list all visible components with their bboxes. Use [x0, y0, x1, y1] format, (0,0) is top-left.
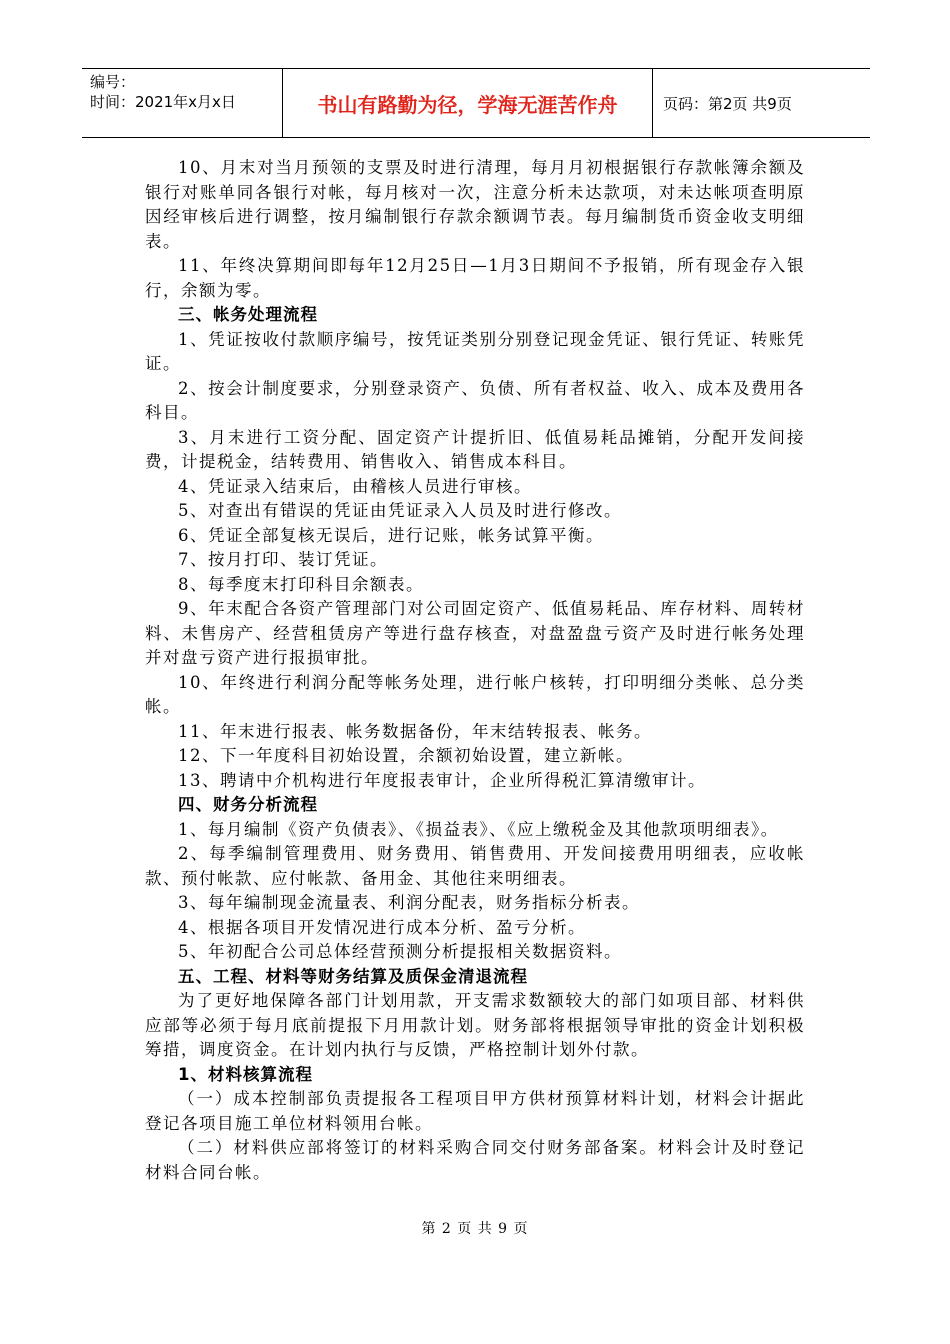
- paragraph: 2、每季编制管理费用、财务费用、销售费用、开发间接费用明细表，应收帐款、预付帐款、应付帐款、备用金、其他往来明细表。: [145, 844, 805, 888]
- paragraph: 10、月末对当月预领的支票及时进行清理，每月月初根据银行存款帐簿余额及银行对账单同各银行对帐，每月核对一次，注意分析未达款项，对未达帐项查明原因经审核后进行调整，按月编制银行存款余额调节表。每月编制货币资金收支明细表。: [145, 158, 805, 251]
- paragraph: （一）成本控制部负责提报各工程项目甲方供材预算材料计划，材料会计据此登记各项目施工单位材料领用台帐。: [145, 1089, 805, 1133]
- paragraph: 8、每季度末打印科目余额表。: [178, 574, 424, 594]
- page-footer: 第 2 页 共 9 页: [421, 1221, 529, 1237]
- paragraph: 13、聘请中介机构进行年度报表审计，企业所得税汇算清缴审计。: [178, 770, 706, 790]
- document-body: [145, 156, 805, 1185]
- paragraph: 2、按会计制度要求，分别登录资产、负债、所有者权益、收入、成本及费用各科目。: [145, 378, 805, 422]
- paragraph: 11、年末进行报表、帐务数据备份，年末结转报表、帐务。: [178, 721, 652, 741]
- paragraph: 10、年终进行利润分配等帐务处理，进行帐户核转，打印明细分类帐、总分类帐。: [145, 672, 805, 716]
- page-header: [82, 68, 870, 138]
- paragraph: 1、每月编制《资产负债表》、《损益表》、《应上缴税金及其他款项明细表》。: [178, 819, 779, 839]
- header-meta: [82, 69, 283, 137]
- section-heading: 1、材料核算流程: [178, 1064, 313, 1084]
- section-heading: 四、财务分析流程: [178, 795, 318, 814]
- paragraph: 5、对查出有错误的凭证由凭证录入人员及时进行修改。: [178, 501, 622, 520]
- paragraph: 11、年终决算期间即每年12月25日—1月3日期间不予报销，所有现金存入银行，余额为零。: [145, 256, 805, 300]
- section-heading: 五、工程、材料等财务结算及质保金清退流程: [178, 966, 528, 986]
- section-heading: 三、帐务处理流程: [178, 305, 318, 324]
- paragraph: 4、凭证录入结束后，由稽核人员进行审核。: [178, 476, 532, 496]
- paragraph: （二）材料供应部将签订的材料采购合同交付财务部备案。材料会计及时登记材料合同台帐。: [145, 1138, 805, 1182]
- paragraph: 3、每年编制现金流量表、利润分配表，财务指标分析表。: [178, 893, 640, 912]
- paragraph: 1、凭证按收付款顺序编号，按凭证类别分别登记现金凭证、银行凭证、转账凭证。: [145, 329, 805, 373]
- paragraph: 7、按月打印、装订凭证。: [178, 550, 388, 569]
- paragraph: 4、根据各项目开发情况进行成本分析、盈亏分析。: [178, 917, 586, 937]
- number-label: 编号：: [90, 73, 136, 91]
- header-motto: 书山有路勤为径，学海无涯苦作舟: [283, 69, 653, 137]
- header-page-label: 页码：第2页 共9页: [663, 94, 792, 113]
- time-label: 时间：2021年x月x日: [90, 93, 236, 111]
- paragraph: 5、年初配合公司总体经营预测分析提报相关数据资料。: [178, 942, 622, 961]
- paragraph: 为了更好地保障各部门计划用款，开支需求数额较大的部门如项目部、材料供应部等必须于每月底前提报下月用款计划。财务部将根据领导审批的资金计划积极筹措，调度资金。在计划内执行与反馈，严格控制计划外付款。: [145, 991, 805, 1059]
- paragraph: 9、年末配合各资产管理部门对公司固定资产、低值易耗品、库存材料、周转材料、未售房产、经营租赁房产等进行盘存核查，对盘盈盘亏资产及时进行帐务处理并对盘亏资产进行报损审批。: [145, 599, 805, 667]
- paragraph: 3、月末进行工资分配、固定资产计提折旧、低值易耗品摊销，分配开发间接费，计提税金，结转费用、销售收入、销售成本科目。: [145, 427, 805, 471]
- paragraph: 6、凭证全部复核无误后，进行记账，帐务试算平衡。: [178, 525, 604, 545]
- paragraph: 12、下一年度科目初始设置，余额初始设置，建立新帐。: [178, 746, 634, 765]
